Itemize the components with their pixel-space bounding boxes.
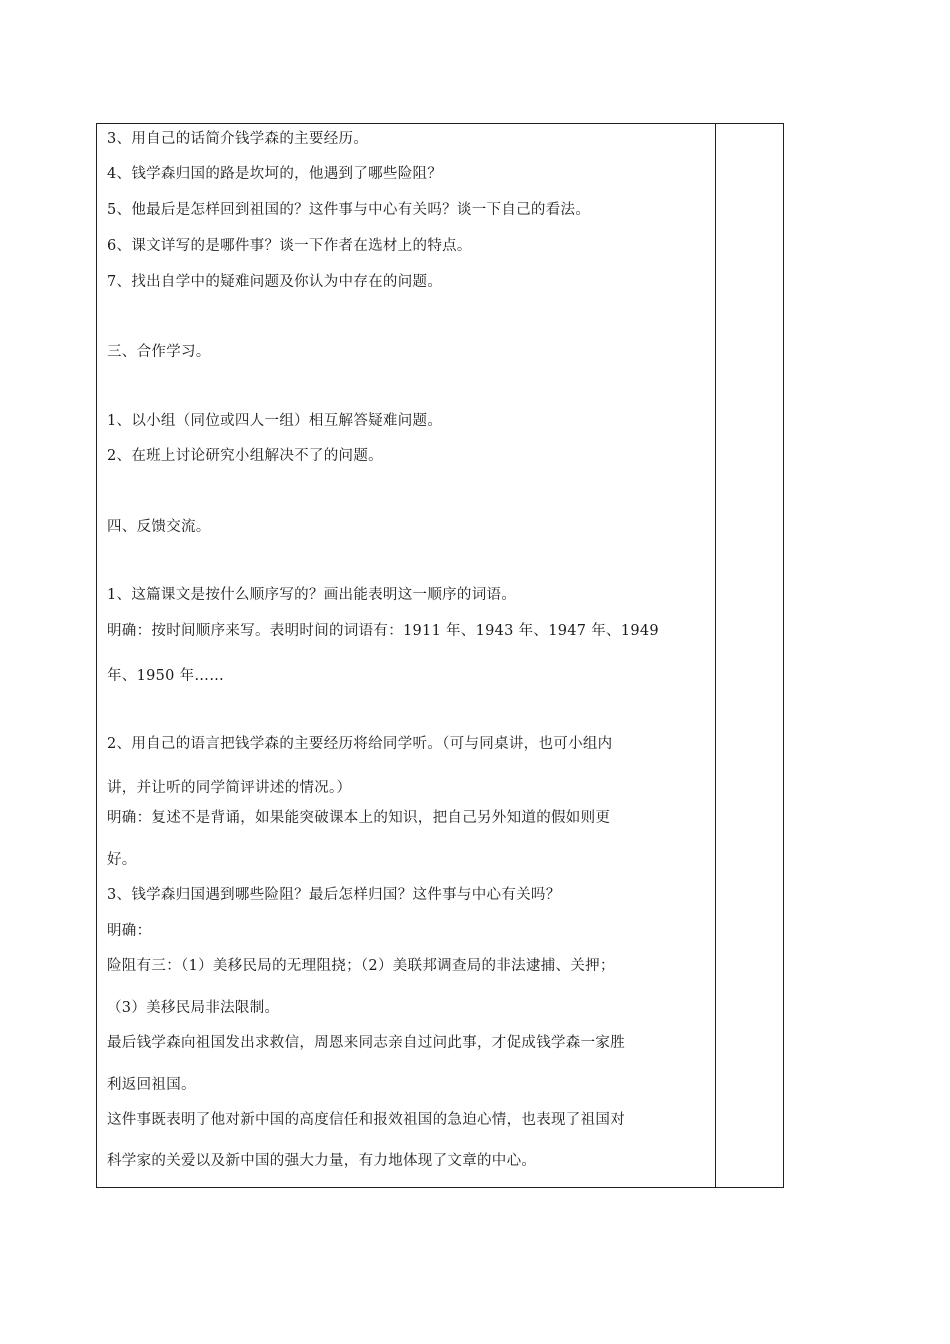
content-cell [97, 124, 715, 1187]
feedback-question-2: 2、用自己的语言把钱学森的主要经历将给同学听。（可与同桌讲，也可小组内 [107, 736, 613, 752]
obstacles-line: 险阻有三：（1）美移民局的无理阻挠；（2）美联邦调查局的非法逮捕、关押； [107, 958, 615, 974]
section-heading-cooperative-learning: 三、合作学习。 [107, 344, 211, 360]
question-6: 6、课文详写的是哪件事？谈一下作者在选材上的特点。 [107, 238, 472, 254]
question-4: 4、钱学森归国的路是坎坷的，他遇到了哪些险阻？ [107, 166, 443, 182]
return-line-cont: 利返回祖国。 [107, 1077, 196, 1093]
question-7: 7、找出自学中的疑难问题及你认为中存在的问题。 [107, 274, 443, 290]
section-heading-feedback: 四、反馈交流。 [107, 519, 211, 535]
significance-line: 这件事既表明了他对新中国的高度信任和报效祖国的急迫心情，也表现了祖国对 [107, 1112, 625, 1128]
lesson-table [96, 123, 784, 1188]
notes-column-divider [715, 124, 716, 1187]
obstacles-line-cont: （3）美移民局非法限制。 [107, 1000, 280, 1016]
feedback-question-1: 1、这篇课文是按什么顺序写的？画出能表明这一顺序的词语。 [107, 587, 517, 603]
question-5: 5、他最后是怎样回到祖国的？这件事与中心有关吗？谈一下自己的看法。 [107, 202, 591, 218]
feedback-answer-2: 明确：复述不是背诵，如果能突破课本上的知识，把自己另外知道的假如则更 [107, 810, 611, 826]
return-line: 最后钱学森向祖国发出求救信，周恩来同志亲自过问此事，才促成钱学森一家胜 [107, 1035, 625, 1051]
feedback-question-2-cont: 讲，并让听的同学简评讲述的情况。） [107, 780, 352, 796]
cooperative-item-1: 1、以小组（同位或四人一组）相互解答疑难问题。 [107, 413, 443, 429]
feedback-answer-1: 明确：按时间顺序来写。表明时间的词语有：1911 年、1943 年、1947 年、1949 [107, 623, 659, 639]
question-3: 3、用自己的话简介钱学森的主要经历。 [107, 131, 369, 147]
feedback-answer-3-label: 明确： [107, 923, 152, 939]
feedback-question-3: 3、钱学森归国遇到哪些险阻？最后怎样归国？这件事与中心有关吗？ [107, 887, 561, 903]
feedback-answer-2-cont: 好。 [107, 852, 137, 868]
significance-line-cont: 科学家的关爱以及新中国的强大力量，有力地体现了文章的中心。 [107, 1153, 537, 1169]
cooperative-item-2: 2、在班上讨论研究小组解决不了的问题。 [107, 448, 383, 464]
feedback-answer-1-cont: 年、1950 年…… [107, 668, 225, 684]
